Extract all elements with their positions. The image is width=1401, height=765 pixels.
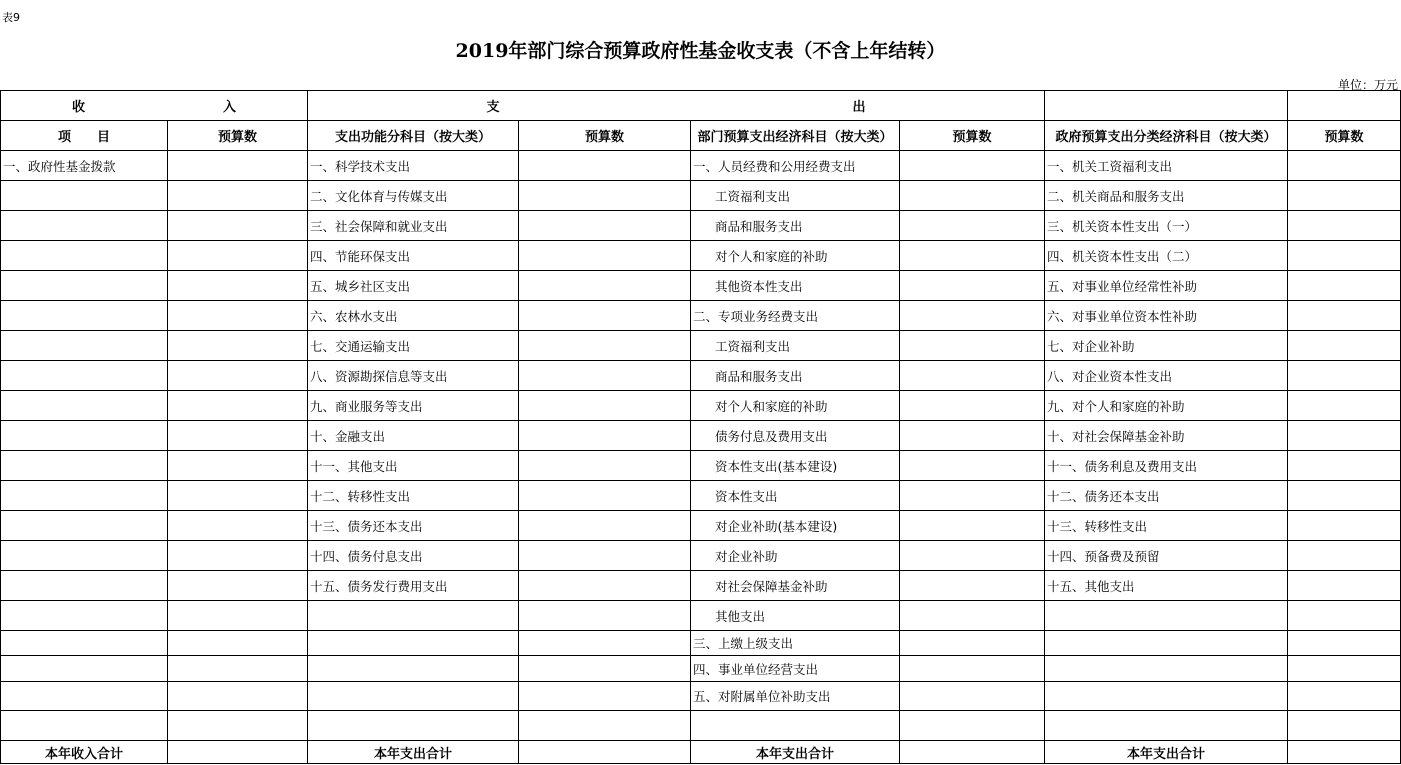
- func-item-cell: 十三、债务还本支出: [308, 511, 519, 541]
- income-budget-cell[interactable]: [168, 481, 308, 511]
- gov-econ-budget-cell[interactable]: [1288, 481, 1401, 511]
- income-budget-cell[interactable]: [168, 181, 308, 211]
- dept-econ-budget-cell[interactable]: [900, 682, 1045, 711]
- dept-econ-budget-cell[interactable]: [900, 451, 1045, 481]
- income-item-cell: [1, 656, 168, 682]
- gov-econ-budget-cell[interactable]: [1288, 241, 1401, 271]
- dept-econ-budget-cell[interactable]: [900, 241, 1045, 271]
- table-row: [1, 571, 1401, 601]
- func-item-cell: [308, 711, 519, 741]
- func-budget-cell[interactable]: [519, 541, 691, 571]
- income-budget-cell[interactable]: [168, 682, 308, 711]
- func-item-cell: 二、文化体育与传媒支出: [308, 181, 519, 211]
- gov-econ-item-cell: 十四、预备费及预留: [1045, 541, 1288, 571]
- income-item-cell: [1, 481, 168, 511]
- income-group-header: 收 入: [1, 91, 308, 121]
- income-item-cell: [1, 631, 168, 656]
- gov-econ-budget-cell[interactable]: [1288, 682, 1401, 711]
- dept-econ-budget-cell[interactable]: [900, 271, 1045, 301]
- dept-econ-item-cell: 对企业补助: [691, 541, 900, 571]
- func-item-cell: 九、商业服务等支出: [308, 391, 519, 421]
- gov-econ-item-cell: [1045, 631, 1288, 656]
- func-budget-cell[interactable]: [519, 241, 691, 271]
- gov-total-value[interactable]: [1288, 741, 1401, 764]
- dept-econ-budget-cell[interactable]: [900, 711, 1045, 741]
- income-item-cell: [1, 181, 168, 211]
- func-item-cell: [308, 656, 519, 682]
- income-item-cell: [1, 331, 168, 361]
- col-header-budget: 预算数: [519, 121, 691, 151]
- income-item-cell: [1, 571, 168, 601]
- dept-econ-budget-cell[interactable]: [900, 181, 1045, 211]
- gov-econ-item-cell: 十、对社会保障基金补助: [1045, 421, 1288, 451]
- func-budget-cell[interactable]: [519, 391, 691, 421]
- dept-econ-item-cell: 其他资本性支出: [691, 271, 900, 301]
- income-item-cell: [1, 361, 168, 391]
- income-total-label: 本年收入合计: [1, 741, 168, 764]
- dept-total-value[interactable]: [900, 741, 1045, 764]
- income-item-cell: [1, 711, 168, 741]
- income-budget-cell[interactable]: [168, 656, 308, 682]
- func-budget-cell[interactable]: [519, 361, 691, 391]
- income-budget-cell[interactable]: [168, 541, 308, 571]
- income-item-cell: [1, 451, 168, 481]
- dept-econ-item-cell: 一、人员经费和公用经费支出: [691, 151, 900, 181]
- unit-label: 单位：万元: [1337, 78, 1398, 92]
- totals-row: [1, 741, 1401, 764]
- gov-econ-item-cell: 十一、债务利息及费用支出: [1045, 451, 1288, 481]
- income-item-cell: [1, 541, 168, 571]
- dept-econ-budget-cell[interactable]: [900, 481, 1045, 511]
- expense-group-header: 支 出: [308, 91, 1045, 121]
- budget-table: [0, 90, 1401, 764]
- func-budget-cell[interactable]: [519, 631, 691, 656]
- income-budget-cell[interactable]: [168, 451, 308, 481]
- income-item-cell: [1, 211, 168, 241]
- dept-econ-budget-cell[interactable]: [900, 541, 1045, 571]
- dept-total-label: 本年支出合计: [691, 741, 900, 764]
- income-item-cell: [1, 421, 168, 451]
- gov-econ-item-cell: 八、对企业资本性支出: [1045, 361, 1288, 391]
- gov-econ-item-cell: 一、机关工资福利支出: [1045, 151, 1288, 181]
- gov-econ-item-cell: 六、对事业单位资本性补助: [1045, 301, 1288, 331]
- dept-econ-item-cell: 五、对附属单位补助支出: [691, 682, 900, 711]
- table-row: [1, 391, 1401, 421]
- income-budget-cell[interactable]: [168, 241, 308, 271]
- income-item-cell: [1, 271, 168, 301]
- gov-econ-item-cell: [1045, 711, 1288, 741]
- table-row: [1, 331, 1401, 361]
- gov-econ-budget-cell[interactable]: [1288, 151, 1401, 181]
- table-row: [1, 241, 1401, 271]
- gov-econ-budget-cell[interactable]: [1288, 361, 1401, 391]
- gov-econ-budget-cell[interactable]: [1288, 211, 1401, 241]
- income-budget-cell[interactable]: [168, 331, 308, 361]
- income-item-cell: 一、政府性基金拨款: [1, 151, 168, 181]
- table-row: [1, 711, 1401, 741]
- dept-econ-budget-cell[interactable]: [900, 571, 1045, 601]
- func-budget-cell[interactable]: [519, 601, 691, 631]
- gov-econ-budget-cell[interactable]: [1288, 541, 1401, 571]
- dept-econ-item-cell: 资本性支出(基本建设): [691, 451, 900, 481]
- dept-econ-item-cell: 三、上缴上级支出: [691, 631, 900, 656]
- page-title: 2019年部门综合预算政府性基金收支表（不含上年结转）: [455, 40, 946, 62]
- gov-econ-budget-cell[interactable]: [1288, 656, 1401, 682]
- dept-econ-item-cell: 工资福利支出: [691, 331, 900, 361]
- income-budget-cell[interactable]: [168, 571, 308, 601]
- func-budget-cell[interactable]: [519, 181, 691, 211]
- func-budget-cell[interactable]: [519, 711, 691, 741]
- table-row: [1, 361, 1401, 391]
- header-row-group: [1, 91, 1401, 121]
- income-item-cell: [1, 391, 168, 421]
- func-budget-cell[interactable]: [519, 481, 691, 511]
- income-budget-cell[interactable]: [168, 271, 308, 301]
- table-row: [1, 481, 1401, 511]
- table-row: [1, 656, 1401, 682]
- gov-econ-item-cell: 四、机关资本性支出（二）: [1045, 241, 1288, 271]
- col-header-gov-econ: 政府预算支出分类经济科目（按大类）: [1045, 121, 1288, 151]
- income-budget-cell[interactable]: [168, 601, 308, 631]
- dept-econ-item-cell: [691, 711, 900, 741]
- gov-econ-item-cell: 十三、转移性支出: [1045, 511, 1288, 541]
- gov-budget-group-header-blank: [1288, 91, 1401, 121]
- gov-econ-item-cell: 九、对个人和家庭的补助: [1045, 391, 1288, 421]
- col-header-budget: 预算数: [1288, 121, 1401, 151]
- col-header-budget: 预算数: [168, 121, 308, 151]
- func-item-cell: 五、城乡社区支出: [308, 271, 519, 301]
- func-budget-cell[interactable]: [519, 511, 691, 541]
- dept-econ-budget-cell[interactable]: [900, 151, 1045, 181]
- func-budget-cell[interactable]: [519, 211, 691, 241]
- gov-econ-budget-cell[interactable]: [1288, 181, 1401, 211]
- income-item-cell: [1, 511, 168, 541]
- dept-econ-item-cell: 对个人和家庭的补助: [691, 241, 900, 271]
- header-row-columns: [1, 121, 1401, 151]
- gov-econ-budget-cell[interactable]: [1288, 331, 1401, 361]
- func-item-cell: 十四、债务付息支出: [308, 541, 519, 571]
- col-header-func: 支出功能分科目（按大类）: [308, 121, 519, 151]
- func-item-cell: 十五、债务发行费用支出: [308, 571, 519, 601]
- gov-econ-budget-cell[interactable]: [1288, 451, 1401, 481]
- gov-total-label: 本年支出合计: [1045, 741, 1288, 764]
- income-budget-cell[interactable]: [168, 631, 308, 656]
- income-budget-cell[interactable]: [168, 361, 308, 391]
- dept-econ-budget-cell[interactable]: [900, 601, 1045, 631]
- dept-econ-item-cell: 商品和服务支出: [691, 211, 900, 241]
- gov-econ-item-cell: 二、机关商品和服务支出: [1045, 181, 1288, 211]
- dept-econ-budget-cell[interactable]: [900, 391, 1045, 421]
- func-budget-cell[interactable]: [519, 571, 691, 601]
- income-item-cell: [1, 301, 168, 331]
- func-budget-cell[interactable]: [519, 421, 691, 451]
- dept-econ-item-cell: 债务付息及费用支出: [691, 421, 900, 451]
- func-item-cell: 七、交通运输支出: [308, 331, 519, 361]
- table-row: [1, 601, 1401, 631]
- func-item-cell: 八、资源勘探信息等支出: [308, 361, 519, 391]
- table-row: [1, 271, 1401, 301]
- table-number: 表9: [2, 11, 20, 24]
- dept-econ-item-cell: 资本性支出: [691, 481, 900, 511]
- func-budget-cell[interactable]: [519, 151, 691, 181]
- gov-econ-budget-cell[interactable]: [1288, 571, 1401, 601]
- dept-econ-item-cell: 对社会保障基金补助: [691, 571, 900, 601]
- gov-econ-budget-cell[interactable]: [1288, 421, 1401, 451]
- col-header-budget: 预算数: [900, 121, 1045, 151]
- table-row: [1, 511, 1401, 541]
- func-budget-cell[interactable]: [519, 331, 691, 361]
- func-total-label: 本年支出合计: [308, 741, 519, 764]
- gov-econ-item-cell: 三、机关资本性支出（一）: [1045, 211, 1288, 241]
- dept-econ-item-cell: 其他支出: [691, 601, 900, 631]
- func-budget-cell[interactable]: [519, 271, 691, 301]
- income-item-cell: [1, 241, 168, 271]
- func-item-cell: 六、农林水支出: [308, 301, 519, 331]
- func-item-cell: 一、科学技术支出: [308, 151, 519, 181]
- col-header-item: 项 目: [1, 121, 168, 151]
- func-total-value[interactable]: [519, 741, 691, 764]
- income-budget-cell[interactable]: [168, 711, 308, 741]
- gov-econ-item-cell: [1045, 656, 1288, 682]
- func-item-cell: [308, 601, 519, 631]
- dept-econ-item-cell: 四、事业单位经营支出: [691, 656, 900, 682]
- table-row: [1, 682, 1401, 711]
- dept-econ-budget-cell[interactable]: [900, 421, 1045, 451]
- table-row: [1, 421, 1401, 451]
- func-item-cell: 三、社会保障和就业支出: [308, 211, 519, 241]
- gov-econ-item-cell: 十五、其他支出: [1045, 571, 1288, 601]
- gov-econ-budget-cell[interactable]: [1288, 391, 1401, 421]
- func-item-cell: 十、金融支出: [308, 421, 519, 451]
- table-row: [1, 211, 1401, 241]
- gov-econ-budget-cell[interactable]: [1288, 511, 1401, 541]
- table-row: [1, 181, 1401, 211]
- income-item-cell: [1, 682, 168, 711]
- func-item-cell: [308, 631, 519, 656]
- table-row: [1, 451, 1401, 481]
- income-item-cell: [1, 601, 168, 631]
- table-row: [1, 301, 1401, 331]
- gov-group-header-blank: [1045, 91, 1288, 121]
- table-row: [1, 541, 1401, 571]
- dept-econ-budget-cell[interactable]: [900, 511, 1045, 541]
- func-item-cell: [308, 682, 519, 711]
- gov-econ-budget-cell[interactable]: [1288, 601, 1401, 631]
- dept-econ-budget-cell[interactable]: [900, 631, 1045, 656]
- func-item-cell: 四、节能环保支出: [308, 241, 519, 271]
- dept-econ-budget-cell[interactable]: [900, 656, 1045, 682]
- table-row: [1, 631, 1401, 656]
- dept-econ-budget-cell[interactable]: [900, 361, 1045, 391]
- gov-econ-item-cell: 五、对事业单位经常性补助: [1045, 271, 1288, 301]
- dept-econ-item-cell: 对企业补助(基本建设): [691, 511, 900, 541]
- gov-econ-budget-cell[interactable]: [1288, 711, 1401, 741]
- income-budget-cell[interactable]: [168, 301, 308, 331]
- gov-econ-budget-cell[interactable]: [1288, 631, 1401, 656]
- dept-econ-item-cell: 二、专项业务经费支出: [691, 301, 900, 331]
- income-budget-cell[interactable]: [168, 151, 308, 181]
- func-budget-cell[interactable]: [519, 656, 691, 682]
- col-header-dept-econ: 部门预算支出经济科目（按大类）: [691, 121, 900, 151]
- income-budget-cell[interactable]: [168, 211, 308, 241]
- dept-econ-budget-cell[interactable]: [900, 331, 1045, 361]
- income-total-value[interactable]: [168, 741, 308, 764]
- dept-econ-item-cell: 对个人和家庭的补助: [691, 391, 900, 421]
- gov-econ-budget-cell[interactable]: [1288, 271, 1401, 301]
- gov-econ-item-cell: 七、对企业补助: [1045, 331, 1288, 361]
- income-budget-cell[interactable]: [168, 391, 308, 421]
- gov-econ-item-cell: [1045, 682, 1288, 711]
- func-item-cell: 十一、其他支出: [308, 451, 519, 481]
- income-budget-cell[interactable]: [168, 511, 308, 541]
- dept-econ-item-cell: 工资福利支出: [691, 181, 900, 211]
- func-budget-cell[interactable]: [519, 682, 691, 711]
- dept-econ-budget-cell[interactable]: [900, 211, 1045, 241]
- dept-econ-item-cell: 商品和服务支出: [691, 361, 900, 391]
- gov-econ-budget-cell[interactable]: [1288, 301, 1401, 331]
- gov-econ-item-cell: [1045, 601, 1288, 631]
- func-item-cell: 十二、转移性支出: [308, 481, 519, 511]
- dept-econ-budget-cell[interactable]: [900, 301, 1045, 331]
- table-row: [1, 151, 1401, 181]
- gov-econ-item-cell: 十二、债务还本支出: [1045, 481, 1288, 511]
- func-budget-cell[interactable]: [519, 301, 691, 331]
- income-budget-cell[interactable]: [168, 421, 308, 451]
- func-budget-cell[interactable]: [519, 451, 691, 481]
